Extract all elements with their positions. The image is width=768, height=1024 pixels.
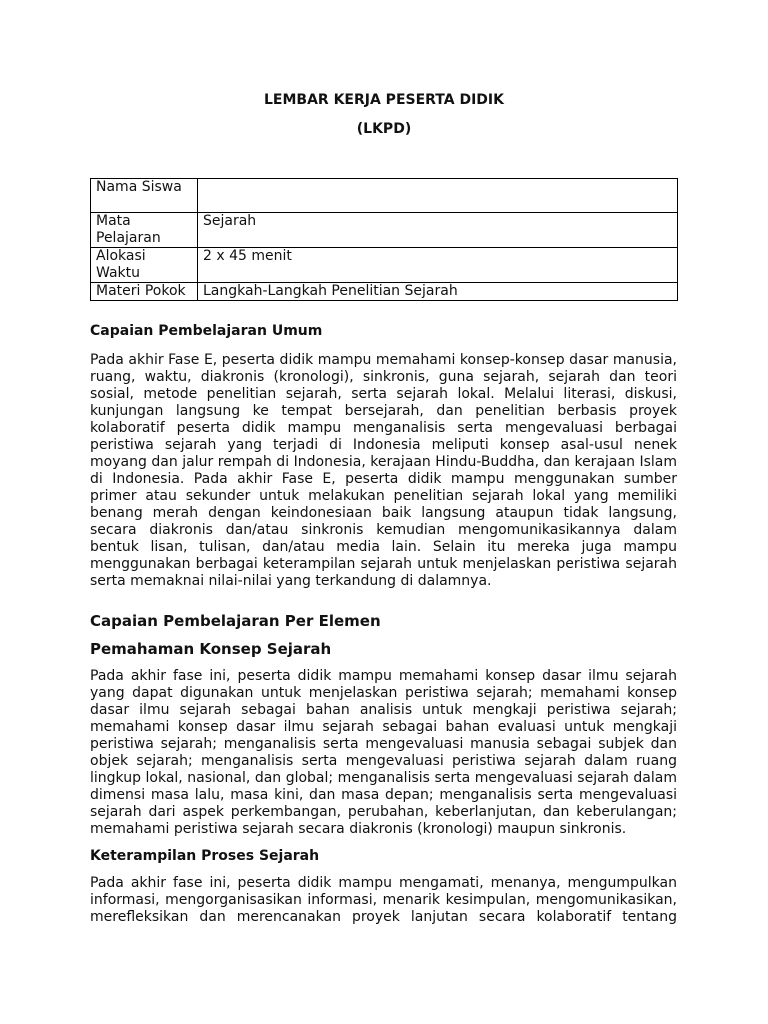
student-info-table [90,178,678,301]
document-subtitle: (LKPD) [356,121,412,137]
section-paragraph: Pada akhir Fase E, peserta didik mampu memahami konsep-konsep dasar manusia, ruang, waktu, diakronis (kronologi), sinkronis, guna sejarah, sejarah dan teori sosial, metode penelitian sejarah, serta sejarah lokal. Melalui literasi, diskusi, kunjungan langsung ke tempat bersejarah, dan penelitian berbasis proyek kolaboratif peserta didik mampu menganalisis serta mengevaluasi berbagai peristiwa sejarah yang terjadi di Indonesia meliputi konsep asal-usul nenek moyang dan jalur rempah di Indonesia, kerajaan Hindu-Buddha, dan kerajaan Islam di Indonesia. Pada akhir Fase E, peserta didik mampu menggunakan sumber primer atau sekunder untuk melakukan penelitian sejarah lokal yang memiliki benang merah dengan keindonesiaan baik langsung ataupun tidak langsung, secara diakronis dan/atau sinkronis kemudian mengomunikasikannya dalam bentuk lisan, tulisan, dan/atau media lain. Selain itu mereka juga mampu menggunakan berbagai keterampilan sejarah untuk menjelaskan peristiwa sejarah serta memaknai nilai-nilai yang terkandung di dalamnya. [90,352,677,589]
name-value-cell[interactable] [198,179,678,213]
table-value-cell: Langkah-Langkah Penelitian Sejarah [198,283,678,301]
section-heading: Pemahaman Konsep Sejarah [90,640,332,658]
document-title: LEMBAR KERJA PESERTA DIDIK [264,92,504,108]
table-label-cell: Mata Pelajaran [91,213,198,248]
table-row [91,248,678,283]
table-row [91,213,678,248]
table-label-cell: Materi Pokok [91,283,198,301]
table-row [91,283,678,301]
table-label-cell: Alokasi Waktu [91,248,198,283]
table-value-cell: 2 x 45 menit [198,248,678,283]
section-heading: Capaian Pembelajaran Umum [90,323,323,339]
table-value-cell: Sejarah [198,213,678,248]
section-paragraph: Pada akhir fase ini, peserta didik mampu memahami konsep dasar ilmu sejarah yang dapat digunakan untuk menjelaskan peristiwa sejarah; memahami konsep dasar ilmu sejarah sebagai bahan analisis untuk mengkaji peristiwa sejarah; memahami konsep dasar ilmu sejarah sebagai bahan evaluasi untuk mengkaji peristiwa sejarah; menganalisis serta mengevaluasi manusia sebagai subjek dan objek sejarah; menganalisis serta mengevaluasi peristiwa sejarah dalam ruang lingkup lokal, nasional, dan global; menganalisis serta mengevaluasi sejarah dalam dimensi masa lalu, masa kini, dan masa depan; menganalisis serta mengevaluasi sejarah dari aspek perkembangan, perubahan, keberlanjutan, dan keberulangan; memahami peristiwa sejarah secara diakronis (kronologi) maupun sinkronis. [90,668,677,837]
section-heading: Capaian Pembelajaran Per Elemen [90,612,381,630]
table-label-cell: Nama Siswa [91,179,198,213]
table-row [91,179,678,213]
section-heading: Keterampilan Proses Sejarah [90,848,320,864]
section-paragraph: Pada akhir fase ini, peserta didik mampu mengamati, menanya, mengumpulkan informasi, mengorganisasikan informasi, menarik kesimpulan, mengomunikasikan, merefleksikan dan merencanakan proyek lanjutan secara kolaboratif tentang [90,875,677,925]
